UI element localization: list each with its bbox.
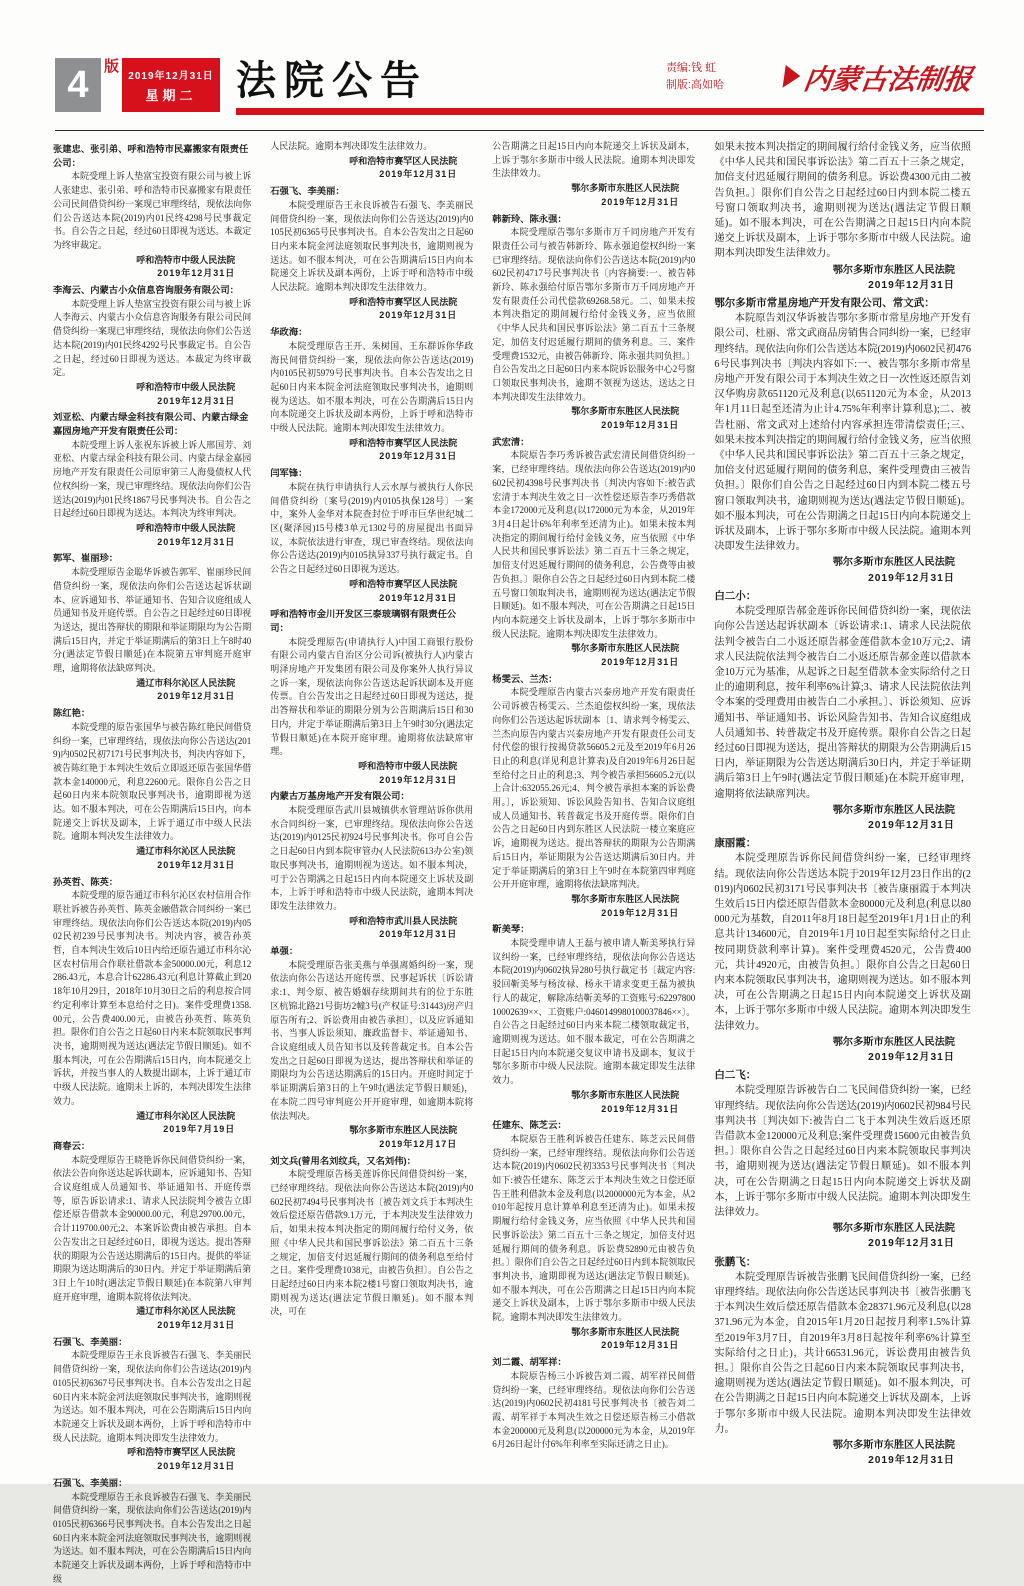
recipient-name: 杨雯云、兰杰： [492,673,695,687]
announcement-text: 本院受理原告诉你民间借贷纠纷一案，已经审理终结。现依法向你公告送达本院于2019年12月23日作出的(2019)内0602民初3171号民事判决书〔被告康丽霞于本判决生效后15日内偿还原告借款本金80000元及利息(利息以80000元为基数，自2011年8月18日起至2019年1月1日止的利息共计134600元，自2019年1月10日起至实际给付之日止按同期贷款利率计算)。案件受理费4520元，公告费400元，共计4920元，由被告负担。〕限你自公告之日起60日内来本院领取民事判决书，逾期则视为送达。如不服本判决，可在公告期满之日起15日内向本院递交上诉状及副本，上诉于鄂尔多斯市中级人民法院。逾期本判决即发生法律效力。 [714,851,971,1033]
court-name: 鄂尔多斯市东胜区人民法院 [714,803,971,818]
announcement [270,140,473,182]
announcement [53,1140,251,1333]
court-name: 呼和浩特市中级人民法院 [53,522,251,536]
court-name: 鄂尔多斯市东胜区人民法院 [714,1221,971,1236]
recipient-name: 鄂尔多斯市常星房地产开发有限公司、常文武： [714,296,971,311]
announcement-text: 本院受理原告王永良诉被告石强飞、李美丽民间借贷纠纷一案，现依法向你们公告送达(2019)内0105民初6367号民事判决书。自本公告发出之日起60日内来本院金河法庭领取民事判决书，逾期则视为送达。如不服本判决，可在公告期满后15日内向本院递交上诉状及副本两份，上诉于呼和浩特市中级人民法院。逾期本判决即发生法律效力。 [53,1349,251,1445]
announcement-date: 2019年12月31日 [492,419,695,433]
court-name: 鄂尔多斯市东胜区人民法院 [492,405,695,419]
issue-weekday: 星期二 [122,85,220,104]
announcement-text: 本院原告李巧秀诉被告武宏清民间借贷纠纷一案，已经审理终结。现依法向你公告送达(2019)内0602民初4398号民事判决书〔判决内容如下:被告武宏清于本判决生效之日一次性偿还原告李巧秀借款本金172000元及利息(以172000元为本金，从2019年3月4日起计6%年利率至还清为止)。如果未按本判决指定的期间履行给付金钱义务，应当依照《中华人民共和国民事诉讼法》第二百五十三条之规定，加倍支付迟延履行期间的债务利息，公告费等由被告负担。〕限你自公告之日起经过60日内到本院二楼五号窗口领取判决书，逾期则视为送达(遇法定节假日顺延)。如不服本判决，可在公告期满之日起15日内向本院递交上诉状及副本，上诉于鄂尔多斯市中级人民法院。逾期本判决即发生法律效力。 [492,449,695,641]
announcement [492,673,695,921]
announcement-date: 2019年12月17日 [270,1138,473,1152]
announcement [492,923,695,1116]
court-name: 呼和浩特市中级人民法院 [53,381,251,395]
recipient-name: 陈红艳： [53,707,251,721]
section-title: 法院公告 [236,58,984,104]
recipient-name: 商春云： [53,1140,251,1154]
announcement-date: 2019年12月31日 [492,1339,695,1353]
recipient-name: 刘二霞、胡军祥： [492,1356,695,1370]
newspaper-masthead [781,58,975,98]
recipient-name: 康丽霞： [714,836,971,851]
date-box [122,58,220,112]
recipient-name: 任建东、陈芝云： [492,1119,695,1133]
recipient-name: 华政海： [270,326,473,340]
column-2 [270,140,473,1470]
court-name: 呼和浩特市中级人民法院 [53,254,251,268]
announcement [492,140,695,210]
announcement-text: 公告期满之日起15日内向本院递交上诉状及副本，上诉于鄂尔多斯市中级人民法院。逾期本判决即发生法律效力。 [492,140,695,181]
announcement-text: 本院受理申请人王磊与被申请人靳美琴执行异议纠纷一案，已经审理终结，现依法向你公告送达本院(2019)内0602执异280号执行裁定书〔裁定内容:驳回靳美琴与杨汝禄、杨永干请求变更王磊为被执行人的裁定，解除冻结靳美琴的工资账号:6229780010002639××、工资账户:0460149980100037846××〕。自公告之日起经过60日内来本院二楼领取裁定书，逾期则视为送达。如不服本裁定，可在公告期满之日起15日内向本院递交复议申请书及副本，复议于鄂尔多斯市中级人民法院。逾期本裁定即发生法律效力。 [492,937,695,1088]
recipient-name: 石强飞、李美丽： [53,1336,251,1350]
court-name: 呼和浩特市中级人民法院 [270,760,473,774]
announcement-text: 本院受理原告王晓艳诉你民间借贷纠纷一案，依法公告向你送达起诉状副本，应诉通知书、告知合议庭组成人员通知书、举证通知书、开庭传票等，原告诉讼请求:1、请求人民法院判令被告立即偿还原告借款本金90000.00元，利息29700.00元，合计119700.00元;2、本案诉讼费由被告承担。自本公告发出之日起经过60日，即视为送达。提出答辩状的期限为公告送达期满后的15日内。提供的举证期限为送达期满后的30日内。并定于举证期满后第3日上午10时(遇法定节假日顺延)在本院第八审判庭开庭审理，逾期本院将依法判决。 [53,1154,251,1305]
court-name: 鄂尔多斯市东胜区人民法院 [492,182,695,196]
announcement-text: 本院受理原告郝金莲诉你民间借贷纠纷一案，现依法向你公告送达起诉状副本〔诉讼请求:1、请求人民法院依法判令被告白二小返还原告郝金莲借款本金10万元;2、请求人民法院依法判令被告白二小返还原告郝金莲以借款本金10万元为基准，从起诉之日起至借款本金实际给付之日止的逾期利息，按年利率6%计算;3、请求人民法院依法判令本案的受理费用由被告白二小承担。〕、诉讼须知、应诉通知书、举证通知书、诉讼风险告知书、告知合议庭组成人员通知书、转普裁定书及开庭传票。限你自公告之日起经过60日即视为送达，提出答辩状的期限为公告期满后15日内，举证期限为公告送达期满后30日内，并定于举证期满后第3日上午9时(遇法定节假日顺延)在本院开庭审理，逾期将依法缺席判决。 [714,604,971,802]
announcement [270,790,473,942]
recipient-name: 张建忠、张引弟、呼和浩特市民嘉搬家有限责任公司： [53,143,251,170]
announcement-text: 本院受理原告王永良诉被告石强飞、李美丽民间借贷纠纷一案，现依法向你们公告送达(2019)内0105民初6365号民事判决书。自本公告发出之日起60日内来本院金河法庭领取民事判决书，逾期则视为送达。如不服本判决，可在公告期满后15日内向本院递交上诉状及副本两份，上诉于呼和浩特市中级人民法院。逾期本判决即发生法律效力。 [270,199,473,295]
issue-date: 2019年12月31日 [122,67,220,82]
court-name: 通辽市科尔沁区人民法院 [53,1110,251,1124]
announcement-date: 2019年12月31日 [714,1050,971,1065]
recipient-name: 闫军锋： [270,467,473,481]
announcement-text: 人民法院。逾期本判决即发生法律效力。 [270,140,473,154]
recipient-name: 张鹏飞： [714,1255,971,1270]
court-name: 鄂尔多斯市东胜区人民法院 [492,1326,695,1340]
announcement [53,876,251,1137]
court-name: 呼和浩特市赛罕区人民法院 [270,155,473,169]
column-1 [53,140,251,1470]
announcement-text: 本院受理原告张美燕与单强离婚纠纷一案，现依法向你公告送达开庭传票、民事起诉状〔诉讼请求:1、判令原、被告婚姻存续期间共有的位于东胜区杭锦北路21号街坊2幢3号(产权证号:31443)房产归原告所有;2、诉讼费用由被告承担〕，以及应诉通知书、当事人诉讼须知、廉政监督卡、举证通知书、合议庭组成人员告知书以及转普裁定书。自本公告发出之日起60日即视为送达，提出答辩状和举证的期限均为公告送达期满后的15日内。开庭时间定于举证期满后第3日的上午9时(遇法定节假日顺延)，在本院二四号审判庭公开开庭审理，如逾期本院将依法判决。 [270,959,473,1123]
court-name: 呼和浩特市赛罕区人民法院 [53,1446,251,1460]
announcement-text: 本院受理原告(申请执行人)中国工商银行股份有限公司内蒙古自治区分公司诉(被执行人)内蒙古明泽房地产开发集团有限公司及你案外人执行异议之诉一案，现依法向你公告送达起诉状副本及开庭传票。自公告发出之日起经过60日即视为送达，提出答辩状和举证的期限分别为公告期满后15日和30日内，并定于举证期满后第3日上午9时30分(遇法定节假日顺延)在本院开庭审理。逾期将依法缺席审理。 [270,636,473,759]
court-name: 鄂尔多斯市东胜区人民法院 [714,555,971,570]
announcement-text: 本院受理上诉人垫富宝投资有限公司与被上诉人李海云、内蒙古小众信息咨询服务有限公司民间借贷纠纷一案现已审理终结，现依法向你们公告送达本院(2019)内01民终4292号民事裁定书。自公告之日起，经过60日即视为送达。本裁定为终审裁定。 [53,298,251,380]
recipient-name: 内蒙古万基房地产开发有限公司： [270,790,473,804]
announcement [714,296,971,586]
editor-credit: 责编:钱 虹 [666,60,724,77]
announcement [714,1255,971,1469]
recipient-name: 刘文兵(曾用名刘纹兵，又名刘伟)： [270,1155,473,1169]
announcement-date: 2019年12月31日 [492,1103,695,1117]
court-name: 呼和浩特市赛罕区人民法院 [270,296,473,310]
announcement-text: 本院受理的原告张国华与被告陈红艳民间借贷纠纷一案，已审理终结，现依法向你公告送达(2019)内0502民初7171号民事判决书，判决内容如下，被告陈红艳于本判决生效后立即返还原告张国华借款本金140000元，利息22600元。限你自公告之日起60日内来本院领取民事判决书，逾期即视为送达。如不服本判决，可在公告期满后15日内，向本院递交上诉状及副本，上诉于通辽市中级人民法院。逾期本判决发生法律效力。 [53,721,251,844]
announcement-date: 2019年12月31日 [714,818,971,833]
announcement-text: 本院受理上诉人张祝东诉被上诉人邢国芳、刘亚松、内蒙古绿金科技有限公司、内蒙古绿金嘉园房地产开发有限责任公司原审第三人海曼债权人代位权纠纷一案，现已审理终结。现依法向你们公告送达(2019)内01民终1867号民事判决书。自公告之日起经过60日即视为送达。本判决为终审判决。 [53,439,251,521]
announcement-date: 2019年12月31日 [492,196,695,210]
announcement-text: 如果未按本判决指定的期间履行给付金钱义务，应当依照《中华人民共和国民事诉讼法》第二百五十三条之规定，加倍支付迟延履行期间的债务利息。诉讼费4300元由二被告负担。〕限你们自公告之日起经过60日内到本院二楼五号窗口领取判决书，逾期则视为送达(遇法定节假日顺延)。如不服本判决，可在公告期满之日起15日内向本院递交上诉状及副本，上诉于鄂尔多斯市中级人民法院。逾期本判决即发生法律效力。 [714,140,971,262]
court-name: 鄂尔多斯市东胜区人民法院 [492,642,695,656]
announcement [714,589,971,833]
announcement-text: 本院受理上诉人垫富宝投资有限公司与被上诉人张建忠、张引弟、呼和浩特市民嘉搬家有限责任公司民间借贷纠纷一案现已审理终结，现依法向你们公告送达本院(2019)内01民终4298号民事裁定书。自公告之日起，经过60日即视为送达。本裁定为终审裁定。 [53,170,251,252]
announcement [53,284,251,408]
court-name: 通辽市科尔沁区人民法院 [53,1305,251,1319]
announcement [53,707,251,872]
column-4 [714,140,971,1470]
announcement [270,945,473,1152]
announcement-text: 本院受理的原告通辽市科尔沁区农村信用合作联社诉被告孙英哲、陈英金融借款合同纠纷一案已审理终结。现依法向你们公告送达本院(2019)内0502民初239号民事判决书。判决内容，被告孙英哲，自本判决生效后10日内给还原告通辽市科尔沁区农村信用合作联社借款本金50000.00元，利息12286.43元，本息合计62286.43元(利息计算截止到2018年10月29日，2018年10月30日之后的利息按合同约定利率计算至本息给付之日)。案件受理费1358.00元，公告费400.00元，由被告孙英哲、陈英负担。限你们自公告之日起60日内来本院领取民事判决书，逾期则视为送达(遇法定节假日顺延)。如不服本判决，可在公告期满后15日内，向本院递交上诉状，并按当事人的人数提出副本，上诉于通辽市中级人民法院。逾期未上诉的，本判决即发生法律效力。 [53,889,251,1108]
announcement-date: 2019年12月31日 [714,278,971,293]
court-name: 鄂尔多斯市东胜区人民法院 [492,893,695,907]
announcement-text: 本院受理原告诉被告白二飞民间借贷纠纷一案，已经审理终结。现依法向你公告送达(2019)内0602民初984号民事判决书〔判决如下:被告白二飞于本判决生效后返还原告借款本金120000元及利息;案件受理费15600元由被告负担。〕限你自公告之日起经过60日内来本院领取民事判决书，逾期则视为送达(遇法定节假日顺延)。如不服本判决，可在公告期满之日起15日内向本院递交上诉状及副本，上诉于鄂尔多斯市中级人民法院。逾期本判决即发生法律效力。 [714,1083,971,1220]
recipient-name: 孙英哲、陈英： [53,876,251,890]
announcement-date: 2019年12月31日 [270,309,473,323]
announcement-text: 本院受理原告金聪华诉被告郭军、崔丽珍民间借贷纠纷一案，现依法向你们公告送达起诉状副本、应诉通知书、举证通知书、告知合议庭组成人员通知书及开庭传票。自公告之日起经过60日即视为送达，提出答辩状的期限和举证期限均为公告期满后15日内，并定于举证期满后的第3日上午8时40分(遇法定节假日顺延)在本院第五审判庭开庭审理，逾期将依法缺席判决。 [53,566,251,676]
announcement-date: 2019年12月31日 [492,907,695,921]
recipient-name: 刘亚松、内蒙古绿金科技有限公司、内蒙古绿金嘉园房地产开发有限责任公司： [53,411,251,438]
announcement-text: 本院原告杨三小诉被告刘二霞、胡军祥民间借贷纠纷一案，已经审理终结。现依法向你们公告送达(2019)内0602民初4181号民事判决书〔被告刘二霞、胡军祥于本判决生效之日偿还原告杨三小借款本金200000元及利息(以200000元为本金，从2019年6月26日起计付6%年利率至实际还清之日止)。 [492,1370,695,1452]
announcement-date: 2019年12月31日 [53,690,251,704]
announcement-text: 本院受理原告诉被告张鹏飞民间借贷纠纷一案，已经审理终结。现依法向你公告送达民事判决书〔被告张鹏飞于本判决生效后偿还原告借款本金28371.96元及利息(以28371.96元为本金，自2015年1月20日起按月利率1.5%计算至2019年3月7日，自2019年3月8日起按年利率6%计算至实际给付之日止)，共计66531.96元，诉讼费用由被告负担。〕限你自公告之日起60日内来本院领取民事判决书，逾期则视为送达(遇法定节假日顺延)。如不服本判决，可在公告期满之日起15日内向本院递交上诉状及副本，上诉于鄂尔多斯市中级人民法院。逾期本判决即发生法律效力。 [714,1270,971,1437]
column-3 [492,140,695,1470]
announcement [53,143,251,281]
court-name: 鄂尔多斯市东胜区人民法院 [714,263,971,278]
announcement [53,552,251,704]
recipient-name: 韩新玲、陈永强： [492,213,695,227]
recipient-name: 武宏清： [492,436,695,450]
announcement [492,1119,695,1353]
announcement-text: 本院受理原告内蒙古兴泰房地产开发有限责任公司诉被告杨雯云、兰杰追偿权纠纷一案，现依法向你们公告送达起诉状副本〔1、请求判令杨雯云、兰杰向原告内蒙古兴泰房地产开发有限责任公司支付代偿的银行按揭贷款56605.2元及至2019年6月26日止的利息(详见利息计算表)及自2019年6月26日起至给付之日止的利息;3、判令被告承担56605.2元(以上合计:632055.26元;4、判令被告承担本案的诉讼费用。〕，诉讼须知、诉讼风险告知书、告知合议庭组成人员通知书、转普裁定书及开庭传票。限你们自公告之日起60日内到东胜区人民法院一楼立案庭应诉，逾期视为送达。提出答辩状的期限为公告期满后15日内，举证期限为公告送达期满后30日内。并定于举证期满后的第3日上午9时在本院第四审判庭公开开庭审理，逾期将依法缺席判决。 [492,686,695,892]
recipient-name: 石强飞、李美丽： [53,1477,251,1491]
recipient-name: 石强飞、李美丽： [270,185,473,199]
edition-label: 版 [104,58,119,76]
court-name: 呼和浩特市赛罕区人民法院 [270,578,473,592]
announcement-text: 本院在执行申请执行人云水厚与被执行人你民间借贷纠纷〔案号(2019)内0105执保128号〕一案中，案外人金华对本院查封位于呼市巨华世纪城二区(聚泽园)15号楼3单元1302号的房屋提出书面异议，本院依法进行审查，现已审查终结。现依法向你公告送达(2019)内0105执异337号执行裁定书。自公告之日起经过60日即视为送达。 [270,481,473,577]
announcement [53,1477,251,1586]
announcement-date: 2019年12月31日 [270,592,473,606]
court-name: 通辽市科尔沁区人民法院 [53,677,251,691]
court-name: 鄂尔多斯市东胜区人民法院 [714,1438,971,1453]
court-name: 呼和浩特市武川县人民法院 [270,915,473,929]
announcements-body [53,140,971,1470]
recipient-name: 单强： [270,945,473,959]
title-underline-bar [236,108,984,115]
announcement-date: 2019年12月31日 [270,928,473,942]
announcement [270,467,473,605]
announcement-date: 2019年12月31日 [714,1236,971,1251]
announcement [53,411,251,549]
court-name: 鄂尔多斯市东胜区人民法院 [714,1035,971,1050]
announcement [270,185,473,323]
recipient-name: 郭军、崔丽珍： [53,552,251,566]
announcement [492,1356,695,1452]
court-name: 通辽市科尔沁区人民法院 [53,845,251,859]
announcement-date: 2019年12月31日 [53,267,251,281]
announcement-date: 2019年12月31日 [53,859,251,873]
announcement [53,1336,251,1474]
announcement [270,326,473,464]
typesetter-credit: 制版:高如哈 [666,77,724,94]
recipient-name: 李海云、内蒙古小众信息咨询服务有限公司： [53,284,251,298]
announcement-date: 2019年12月31日 [714,571,971,586]
announcement-text: 本院原告刘汉华诉被告鄂尔多斯市常星房地产开发有限公司、杜丽、常文武商品房销售合同纠纷一案，已经审理终结。现依法向你们公告送达本院(2019)内0602民初4766号民事判决书〔判决内容如下:一、被告鄂尔多斯市常星房地产开发有限公司于本判决生效之日一次性返还原告刘汉华购房款651120元及利息(以651120元为本金，从2013年1月11日起至还清为止计4.75%年利率计算利息);二、被告杜丽、常文武对上述给付内容承担连带清偿责任;三、如果未按本判决指定的期间履行给付金钱义务，应当依照《中华人民共和国民事诉讼法》第二百五十三条之规定，加倍支付迟延履行期间的债务利息，案件受理费由三被告负担。〕限你们自公告之日起经过60日内到本院二楼五号窗口领取判决书，逾期则视为送达(遇法定节假日顺延)。如不服本判决，可在公告期满之日起15日内向本院递交上诉状及副本，上诉于鄂尔多斯市中级人民法院。逾期本判决即发生法律效力。 [714,311,971,554]
announcement-date: 2019年12月31日 [270,168,473,182]
announcement-date: 2019年12月31日 [53,536,251,550]
announcement-date: 2019年12月31日 [53,1460,251,1474]
announcement [714,140,971,293]
court-name: 呼和浩特市赛罕区人民法院 [270,437,473,451]
announcement-date: 2019年12月31日 [53,1319,251,1333]
header-divider [55,130,984,131]
announcement-text: 本院受理原告杨美莲诉你民间借贷纠纷一案，已经审理终结。现依法向你公告送达本院(2019)内0602民初7494号民事判决书〔被告刘文兵于本判决生效后偿还原告借款9.1万元，于本判决发生法律效力后，如果未按本判决指定的期间履行给付义务，依照《中华人民共和国民事诉讼法》第二百五十三条之规定，加倍支付迟延履行期间的债务利息至给付之日。案件受理费1038元，由被告负担〕。自公告之日起经过60日内来本院2楼1号窗口领取判决书，逾期则视为送达(遇法定节假日顺延)。如不服本判决，可在 [270,1168,473,1319]
masthead-title: 内蒙古法制报 [801,65,973,96]
announcement [714,1068,971,1251]
recipient-name: 靳美琴： [492,923,695,937]
announcement [492,436,695,670]
announcement-date: 2019年12月31日 [53,395,251,409]
staff-credits [666,60,724,94]
announcement-date: 2019年12月31日 [270,774,473,788]
announcement-text: 本院受理原告王永良诉被告石强飞、李美丽民间借贷纠纷一案，现依法向你们公告送达(2019)内0105民初6366号民事判决书。自本公告发出之日起60日内来本院金河法庭领取民事判决书，逾期则视为送达。如不服本判决，可在公告期满后15日内向本院递交上诉状及副本两份，上诉于呼和浩特市中级 [53,1491,251,1586]
announcement [270,1155,473,1319]
page-number: 4 [67,64,88,106]
page-number-box [55,58,101,112]
masthead-flag-icon [783,65,802,90]
recipient-name: 白二飞： [714,1068,971,1083]
recipient-name: 呼和浩特市金川开发区三泰玻璃钢有限责任公司： [270,608,473,635]
announcement-text: 本院受理原告鄂尔多斯市万千同房地产开发有限责任公司与被告韩新玲、陈永强追偿权纠纷一案已审理终结。现依法向你们公告送达本院(2019)内0602民初4717号民事判决书〔内容摘要:一、被告韩新玲、陈永强给付原告鄂尔多斯市万千同房地产开发有限责任公司代偿款69268.58元。二、如果未按本判决指定的期间履行给付金钱义务，应当依照《中华人民共和国民事诉讼法》第二百五十三条规定，加倍支付迟延履行期间的债务利息。三、案件受理费1532元，由被告韩新玲、陈永强共同负担。〕自公告发出之日起60日内来本院诉讼服务中心2号窗口领取民事判决书，逾期不领视为送达，送达之日本判决即发生法律效力。 [492,226,695,404]
announcement-text: 本院原告王胜利诉被告任建东、陈芝云民间借贷纠纷一案，已经审理终结。现依法向你们公告送达本院(2019)内0602民初3353号民事判决书〔判决如下:被告任建东、陈芝云于本判决生效之日偿还原告王胜利借款本金及利息(以2000000元为本金，从2010年起按月息计算单利息至还清为止)。如果未按期履行给付金钱义务，应当依照《中华人民共和国民事诉讼法》第二百五十三条之规定，加倍支付迟延履行期间的债务利息。诉讼费52890元由被告负担。〕限你们自公告之日起经过60日内到本院领取民事判决书，逾期即视为送达(遇法定节假日顺延)。如不服本判决，可在公告期满之日起15日内向本院递交上诉状及副本，上诉于鄂尔多斯市中级人民法院。逾期本判决即发生法律效力。 [492,1133,695,1325]
announcement-date: 2019年12月31日 [492,656,695,670]
page-header [55,58,984,126]
announcement-date: 2019年12月31日 [714,1453,971,1468]
court-name: 鄂尔多斯市东胜区人民法院 [270,1124,473,1138]
announcement-text: 本院受理原告王开、朱树国、王东群诉你华政海民间借贷纠纷一案，现依法向你公告送达(2019)内0105民初5979号民事判决书。自本公告发出之日起60日内来本院金河法庭领取民事判决书，逾期则视为送达。如不服本判决，可在公告期满后15日内向本院递交上诉状及副本两份，上诉于呼和浩特市中级人民法院。逾期本判决即发生法律效力。 [270,340,473,436]
court-name: 鄂尔多斯市东胜区人民法院 [492,1089,695,1103]
announcement-text: 本院受理原告武川县城镇供水管理站诉你供用水合同纠纷一案，已审理终结。现依法向你公告送达(2019)内0125民初924号民事判决书。你可自公告之日起60日内到本院审管办(人民法院613办公室)领取民事判决书，逾期则视为送达。如不服本判决，可于公告期满之日起15日内向本院递交上诉状及副本，上诉于呼和浩特市中级人民法院，逾期本判决即发生法律效力。 [270,804,473,914]
announcement [714,836,971,1065]
announcement-date: 2019年7月19日 [53,1123,251,1137]
announcement [270,608,473,787]
recipient-name: 白二小： [714,589,971,604]
announcement-date: 2019年12月31日 [270,450,473,464]
announcement [492,213,695,433]
